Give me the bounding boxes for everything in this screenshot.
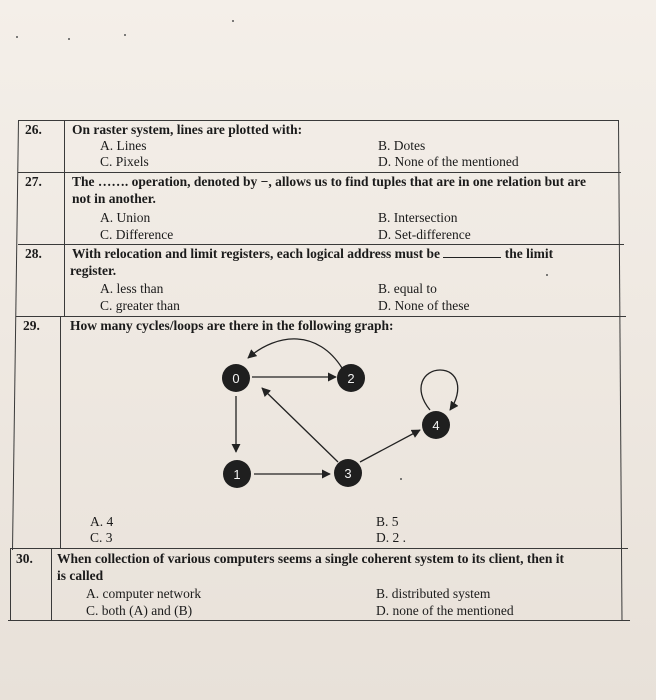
paper-speck xyxy=(124,34,126,36)
question-number: 27. xyxy=(25,174,42,189)
node-label: 0 xyxy=(232,371,240,386)
question-text-before-blank: With relocation and limit registers, each logical address must be xyxy=(72,246,440,261)
node-label: 1 xyxy=(233,467,241,482)
graph-node-3 xyxy=(334,459,362,487)
edge-4-self-loop xyxy=(421,370,458,410)
node-label: 4 xyxy=(432,418,440,433)
question-text: On raster system, lines are plotted with: xyxy=(72,122,303,137)
graph-node-4 xyxy=(422,411,450,439)
graph-node-2 xyxy=(337,364,365,392)
answer-blank xyxy=(443,246,501,258)
question-number: 28. xyxy=(25,246,42,261)
option-c: C. Pixels xyxy=(100,154,149,169)
question-text-after-blank: the limit xyxy=(504,246,554,261)
option-a: A. less than xyxy=(100,281,164,296)
row-divider-26-27 xyxy=(18,172,621,173)
edge-3-to-2 xyxy=(262,388,338,462)
question-text xyxy=(72,246,553,262)
table-border-bottom xyxy=(8,620,630,621)
option-c: C. both (A) and (B) xyxy=(86,603,193,618)
option-d: D. Set-difference xyxy=(378,227,471,242)
edge-3-to-4 xyxy=(360,430,420,462)
option-d: D. None of these xyxy=(378,298,470,313)
paper-speck xyxy=(232,20,234,22)
paper-speck xyxy=(68,38,70,40)
number-column-divider-30 xyxy=(51,548,52,620)
option-d: D. none of the mentioned xyxy=(376,603,514,618)
paper-speck xyxy=(16,36,18,38)
option-a: A. computer network xyxy=(86,586,202,601)
question-text: The ……. operation, denoted by −, allows us to find tuples that are in one relation but are xyxy=(72,174,586,189)
option-d: D. None of the mentioned xyxy=(378,154,519,169)
option-c: C. 3 xyxy=(90,530,113,545)
option-d: D. 2 . xyxy=(376,530,406,545)
option-c: C. greater than xyxy=(100,298,180,313)
graph-node-0 xyxy=(222,364,250,392)
option-b: B. Intersection xyxy=(378,210,458,225)
row-divider-29-30 xyxy=(10,548,628,549)
question-number: 30. xyxy=(16,551,33,566)
node-label: 3 xyxy=(344,466,352,481)
question-number: 26. xyxy=(25,122,42,137)
question-text-line2: register. xyxy=(70,263,117,278)
option-c: C. Difference xyxy=(100,227,174,242)
option-a: A. Union xyxy=(100,210,151,225)
option-b: B. equal to xyxy=(378,281,437,296)
option-b: B. Dotes xyxy=(378,138,426,153)
paper-speck xyxy=(400,478,402,480)
row-divider-27-28 xyxy=(18,244,624,245)
paper-speck xyxy=(546,274,548,276)
edge-2-to-0 xyxy=(248,339,342,368)
option-b: B. distributed system xyxy=(376,586,491,601)
question-text: How many cycles/loops are there in the following graph: xyxy=(70,318,394,333)
question-text: When collection of various computers seems a single coherent system to its client, then it xyxy=(57,551,565,566)
option-a: A. 4 xyxy=(90,514,114,529)
table-left-border-lower xyxy=(10,548,11,620)
option-a: A. Lines xyxy=(100,138,147,153)
question-number: 29. xyxy=(23,318,40,333)
question-text-line2: not in another. xyxy=(72,191,156,206)
option-b: B. 5 xyxy=(376,514,399,529)
table-border-top xyxy=(18,120,618,121)
node-label: 2 xyxy=(347,371,355,386)
graph-node-1 xyxy=(223,460,251,488)
row-divider-28-29 xyxy=(16,316,626,317)
number-column-divider xyxy=(64,120,65,316)
question-text-line2: is called xyxy=(57,568,104,583)
cycle-graph-diagram xyxy=(0,330,656,530)
